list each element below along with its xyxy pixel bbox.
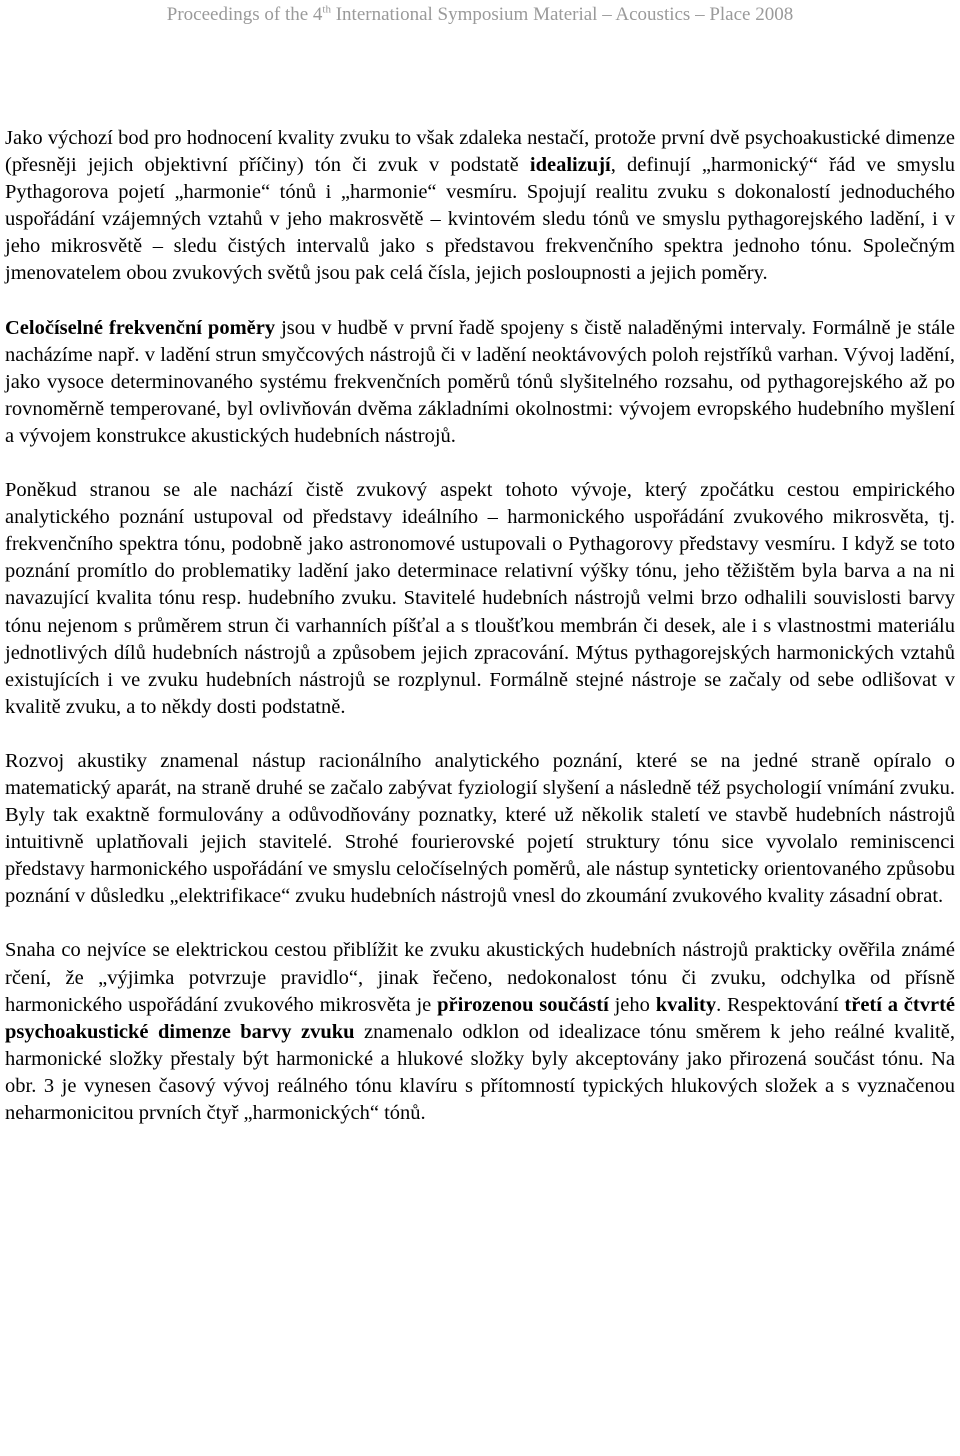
bold-term: Celočíselné frekvenční poměry	[5, 316, 276, 339]
text-span: jsou v hudbě v první řadě spojeny s čistě naladěnými intervaly. Formálně je stále nacházíme např. v ladění strun smyčcových nástrojů či v ladění neoktávových poloh rejstříků varhan. Vývoj ladění, jako vysoce determinovaného systému frekvenčních poměrů tónů slyšitelného rozsahu, od pythagorejského až po rovnoměrně temperované, byl ovlivňován dvěma základními okolnostmi: vývojem evropského hudebního myšlení a vývojem konstrukce akustických hudebních nástrojů.	[5, 316, 956, 447]
header-superscript: th	[322, 3, 331, 16]
paragraph-1	[5, 125, 955, 288]
text-span: Poněkud stranou se ale nachází čistě zvukový aspekt tohoto vývoje, který zpočátku cestou empirického analytického poznání ustupoval od představy ideálního – harmonického uspořádání zvukového mikrosvěta, tj. frekvenčního spektra tónu, podobně jako astronomové ustupovali o Pythagorovy představy vesmíru. I když se toto poznání promítlo do problematiky ladění jako determinace relativní výšky tónu, jeho těžištěm byla barva a na ni navazující kvalita tónu resp. hudebního zvuku. Stavitelé hudebních nástrojů velmi brzo odhalili souvislosti barvy tónu nejenom s průměrem strun či varhanních píšťal a s tloušťkou membrán či desek, ale i s vlastnostmi materiálu jednotlivých dílů hudebních nástrojů a způsobem jejich zpracování. Mýtus pythagorejských harmonických vztahů existujících i ve zvuku hudebních nástrojů se rozplynul. Formálně stejné nástroje se začaly od sebe odlišovat v kvalitě zvuku, a to někdy dosti podstatně.	[5, 479, 955, 718]
body-text	[5, 125, 955, 1154]
header-text-rest: International Symposium Material – Acoustics – Place 2008	[330, 4, 794, 25]
text-span: Jako výchozí bod pro hodnocení kvality zvuku to však zdaleka nestačí, protože první dvě psychoakustické dimenze (přesněji jejich objektivní příčiny) tón či zvuk v podstatě	[5, 127, 955, 177]
paragraph-3	[5, 477, 955, 721]
bold-term: třetí a čtvrté psychoakustické dimenze barvy zvuku	[5, 993, 956, 1043]
bold-term: přirozenou součástí	[437, 993, 609, 1016]
text-span: jeho	[608, 993, 656, 1016]
bold-term: idealizují	[529, 154, 611, 177]
paragraph-2	[5, 315, 955, 450]
text-span: znamenalo odklon od idealizace tónu směrem k jeho reálné kvalitě, harmonické složky přestaly být harmonické a hlukové složky byly akceptovány jako přirozená součást tónu. Na obr. 3 je vynesen časový vývoj reálného tónu klavíru s přítomností typických hlukových složek a s vyznačenou neharmonicitou prvních čtyř „harmonických“ tónů.	[5, 1020, 955, 1124]
paragraph-5	[5, 937, 955, 1127]
bold-term: kvality	[655, 993, 717, 1016]
header-text: Proceedings of the 4	[166, 4, 323, 25]
running-header	[0, 4, 960, 26]
text-span: . Respektování	[716, 993, 845, 1016]
text-span: Snaha co nejvíce se elektrickou cestou přiblížit ke zvuku akustických hudebních nástrojů prakticky ověřila známé rčení, že „výjimka potvrzuje pravidlo“, jinak řečeno, nedokonalost tónu či zvuku, odchylka od přísně harmonického uspořádání zvukového mikrosvěta je	[5, 939, 955, 1016]
text-span: Rozvoj akustiky znamenal nástup racionálního analytického poznání, které se na jedné straně opíralo o matematický aparát, na straně druhé se začalo zabývat fyziologií slyšení a následně též psychologií vnímání zvuku. Byly tak exaktně formulovány a odůvodňovány poznatky, které už několik staletí ve stavbě hudebních nástrojů intuitivně uplatňovali jejich stavitelé. Strohé fourierovské pojetí struktury tónu sice vyvolalo reminiscenci představy harmonického uspořádání ve smyslu celočíselných poměrů, ale nástup synteticky orientovaného způsobu poznání v důsledku „elektrifikace“ zvuku hudebních nástrojů vnesl do zkoumání zvukového kvality zásadní obrat.	[5, 749, 955, 908]
text-span: , definují „harmonický“ řád ve smyslu Pythagorova pojetí „harmonie“ tónů i „harmonie“ vesmíru. Spojují realitu zvuku s dokonalostí jednoduchého uspořádání vzájemných vztahů v jeho makrosvětě – kvintovém sledu tónů ve smyslu pythagorejského ladění, i v jeho mikrosvětě – sledu čistých intervalů jako s představou frekvenčního spektra jednoho tónu. Společným jmenovatelem obou zvukových světů jsou pak celá čísla, jejich posloupnosti a jejich poměry.	[5, 154, 956, 285]
paragraph-4	[5, 748, 955, 911]
